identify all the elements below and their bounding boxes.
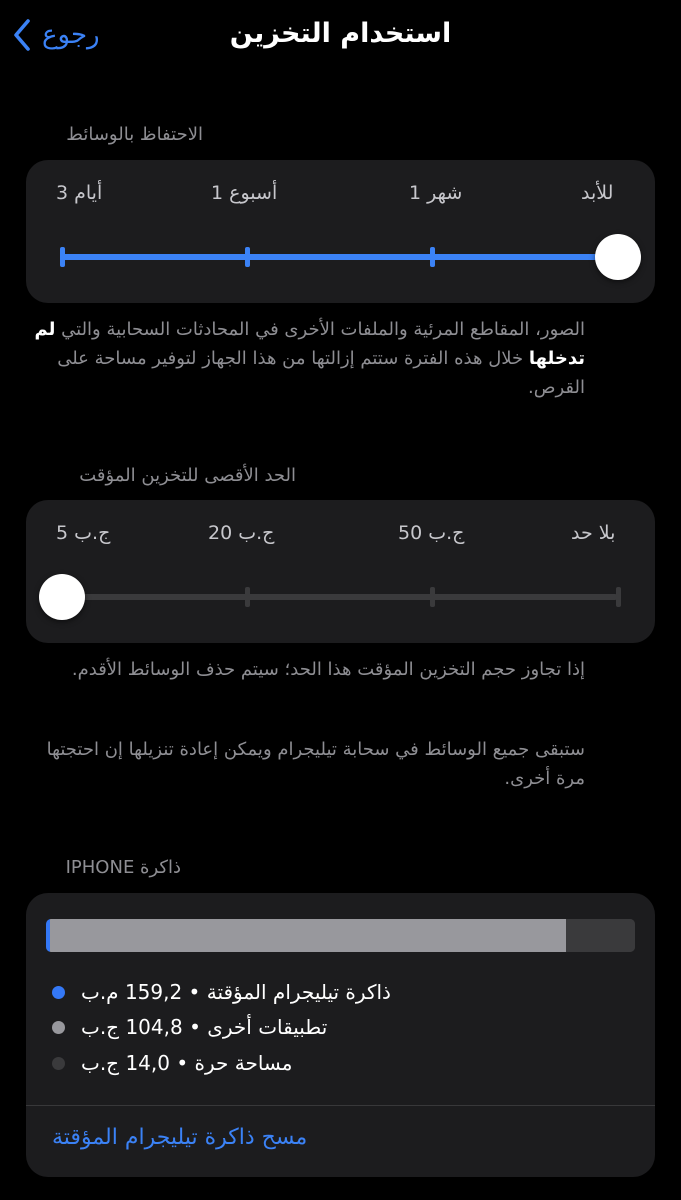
cache-option-50gb[interactable]: 50 ج.ب [398, 522, 465, 544]
cache-option-20gb[interactable]: 20 ج.ب [208, 522, 275, 544]
legend-dot-icon [52, 1021, 65, 1034]
cache-tick [616, 587, 621, 607]
legend-label: ذاكرة تيليجرام المؤقتة • 159,2 م.ب [81, 980, 391, 1004]
iphone-storage-label: ذاكرة IPHONE [65, 857, 181, 878]
retention-option-week[interactable]: أسبوع 1 [211, 182, 278, 204]
retention-option-3days[interactable]: أيام 3 [56, 182, 103, 204]
max-cache-note-2: ستبقى جميع الوسائط في سحابة تيليجرام ويمكن إعادة تنزيلها إن احتجتها مرة أخرى. [46, 739, 585, 789]
cache-tick [245, 587, 250, 607]
retention-tick [245, 247, 250, 267]
divider [26, 1105, 655, 1106]
max-cache-note-1: إذا تجاوز حجم التخزين المؤقت هذا الحد؛ سيتم حذف الوسائط الأقدم. [71, 659, 585, 680]
legend-label: مساحة حرة • 14,0 ج.ب [81, 1051, 293, 1075]
cache-slider-knob[interactable] [39, 574, 85, 620]
legend-dot-icon [52, 1057, 65, 1070]
legend-item-telegram-cache [52, 977, 612, 1007]
retention-option-forever[interactable]: للأبد [581, 182, 614, 204]
retention-slider-knob[interactable] [595, 234, 641, 280]
page-title: استخدام التخزين [229, 18, 452, 49]
clear-telegram-cache-button[interactable]: مسح ذاكرة تيليجرام المؤقتة [52, 1125, 308, 1150]
retention-tick [60, 247, 65, 267]
retention-tick [430, 247, 435, 267]
storage-usage-bar [46, 919, 635, 952]
legend-item-free-space [52, 1048, 612, 1078]
legend-dot-icon [52, 986, 65, 999]
other-apps-usage-segment [50, 919, 566, 952]
media-retention-card [26, 160, 655, 303]
media-retention-note: الصور، المقاطع المرئية والملفات الأخرى في المحادثات السحابية والتي لم تدخلها خلال هذه الفترة ستتم إزالتها من هذا الجهاز لتوفير مساحة على القرص. [34, 319, 585, 398]
media-retention-label: الاحتفاظ بالوسائط [66, 124, 203, 145]
legend-item-other-apps [52, 1012, 612, 1042]
cache-option-5gb[interactable]: 5 ج.ب [56, 522, 111, 544]
cache-option-unlimited[interactable]: بلا حد [571, 522, 616, 544]
iphone-storage-card [26, 893, 655, 1177]
retention-option-month[interactable]: شهر 1 [409, 182, 463, 204]
back-label: رجوع [42, 20, 100, 50]
retention-slider-track[interactable] [62, 254, 618, 260]
free-space-segment [566, 919, 635, 952]
max-cache-label: الحد الأقصى للتخزين المؤقت [79, 465, 296, 486]
legend-label: تطبيقات أخرى • 104,8 ج.ب [81, 1015, 328, 1039]
cache-slider-track[interactable] [62, 594, 618, 600]
cache-tick [430, 587, 435, 607]
max-cache-card [26, 500, 655, 643]
